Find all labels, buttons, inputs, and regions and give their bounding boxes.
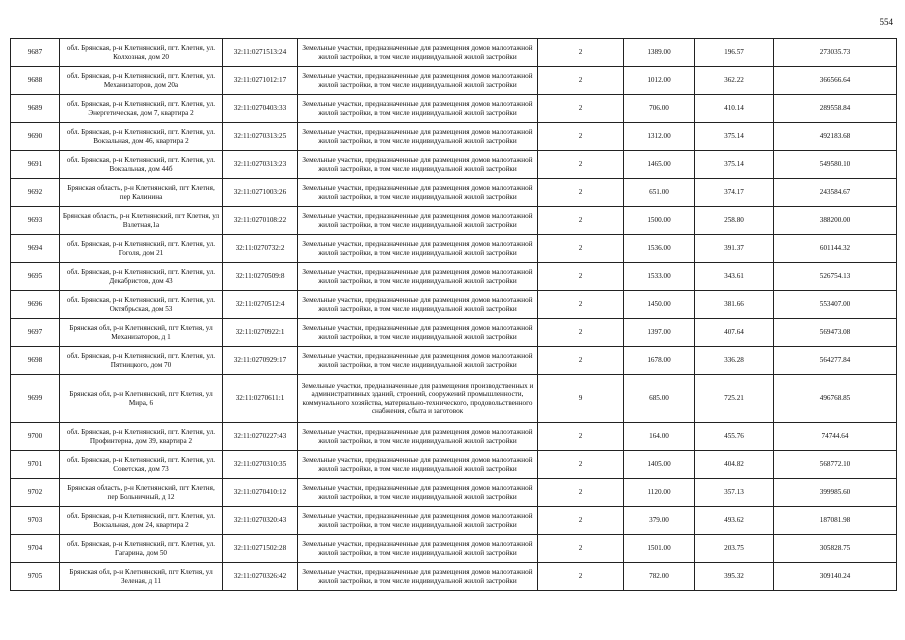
area-cell: 1465.00 [624, 151, 695, 179]
table-body [11, 39, 897, 591]
land-use-group-cell: 2 [538, 291, 624, 319]
row-number-cell: 9690 [11, 123, 60, 151]
cadastral-value-cell: 305828.75 [774, 535, 897, 563]
table-row [11, 423, 897, 451]
land-use-cell: Земельные участки, предназначенные для размещения домов малоэтажной жилой застройки, в том числе индивидуальной жилой застройки [298, 123, 538, 151]
land-use-cell: Земельные участки, предназначенные для размещения домов малоэтажной жилой застройки, в том числе индивидуальной жилой застройки [298, 347, 538, 375]
cadastral-number-cell: 32:11:0271012:17 [223, 67, 298, 95]
cadastral-value-cell: 564277.84 [774, 347, 897, 375]
cadastral-number-cell: 32:11:0270403:33 [223, 95, 298, 123]
land-use-group-cell: 2 [538, 535, 624, 563]
area-cell: 782.00 [624, 563, 695, 591]
land-use-group-cell: 2 [538, 451, 624, 479]
land-use-cell: Земельные участки, предназначенные для размещения домов малоэтажной жилой застройки, в том числе индивидуальной жилой застройки [298, 451, 538, 479]
land-use-group-cell: 2 [538, 123, 624, 151]
cadastral-value-cell: 526754.13 [774, 263, 897, 291]
address-cell: обл. Брянская, р-н Клетнянский, пгт. Клетня, ул. Механизаторов, дом 20а [60, 67, 223, 95]
specific-value-cell: 362.22 [695, 67, 774, 95]
row-number-cell: 9701 [11, 451, 60, 479]
table-row [11, 535, 897, 563]
land-use-cell: Земельные участки, предназначенные для размещения домов малоэтажной жилой застройки, в том числе индивидуальной жилой застройки [298, 39, 538, 67]
row-number-cell: 9687 [11, 39, 60, 67]
table-row [11, 263, 897, 291]
row-number-cell: 9691 [11, 151, 60, 179]
cadastral-value-cell: 243584.67 [774, 179, 897, 207]
land-use-group-cell: 2 [538, 507, 624, 535]
land-use-group-cell: 2 [538, 95, 624, 123]
land-use-cell: Земельные участки, предназначенные для размещения домов малоэтажной жилой застройки, в том числе индивидуальной жилой застройки [298, 263, 538, 291]
land-use-cell: Земельные участки, предназначенные для размещения домов малоэтажной жилой застройки, в том числе индивидуальной жилой застройки [298, 507, 538, 535]
table-row [11, 151, 897, 179]
area-cell: 706.00 [624, 95, 695, 123]
address-cell: Брянская обл, р-н Клетнянский, пгт Клетня, ул Механизаторов, д 1 [60, 319, 223, 347]
table-row [11, 207, 897, 235]
specific-value-cell: 375.14 [695, 123, 774, 151]
table-row [11, 67, 897, 95]
cadastral-number-cell: 32:11:0270922:1 [223, 319, 298, 347]
cadastral-value-cell: 549580.10 [774, 151, 897, 179]
row-number-cell: 9694 [11, 235, 60, 263]
row-number-cell: 9703 [11, 507, 60, 535]
specific-value-cell: 725.21 [695, 375, 774, 423]
cadastral-value-cell: 496768.85 [774, 375, 897, 423]
specific-value-cell: 203.75 [695, 535, 774, 563]
cadastral-number-cell: 32:11:0270929:17 [223, 347, 298, 375]
cadastral-value-cell: 187081.98 [774, 507, 897, 535]
cadastral-value-cell: 289558.84 [774, 95, 897, 123]
specific-value-cell: 381.66 [695, 291, 774, 319]
table-row [11, 235, 897, 263]
cadastral-number-cell: 32:11:0270410:12 [223, 479, 298, 507]
land-use-group-cell: 2 [538, 319, 624, 347]
address-cell: обл. Брянская, р-н Клетнянский, пгт. Клетня, ул. Гоголя, дом 21 [60, 235, 223, 263]
land-use-cell: Земельные участки, предназначенные для размещения домов малоэтажной жилой застройки, в том числе индивидуальной жилой застройки [298, 207, 538, 235]
cadastral-value-cell: 74744.64 [774, 423, 897, 451]
specific-value-cell: 395.32 [695, 563, 774, 591]
land-use-group-cell: 2 [538, 207, 624, 235]
address-cell: обл. Брянская, р-н Клетнянский, пгт. Клетня, ул. Вокзальная, дом 46, квартира 2 [60, 123, 223, 151]
land-use-group-cell: 2 [538, 479, 624, 507]
land-use-cell: Земельные участки, предназначенные для размещения домов малоэтажной жилой застройки, в том числе индивидуальной жилой застройки [298, 563, 538, 591]
land-use-cell: Земельные участки, предназначенные для размещения домов малоэтажной жилой застройки, в том числе индивидуальной жилой застройки [298, 151, 538, 179]
cadastral-value-cell: 388200.00 [774, 207, 897, 235]
row-number-cell: 9692 [11, 179, 60, 207]
row-number-cell: 9697 [11, 319, 60, 347]
row-number-cell: 9689 [11, 95, 60, 123]
table-row [11, 123, 897, 151]
row-number-cell: 9699 [11, 375, 60, 423]
address-cell: обл. Брянская, р-н Клетнянский, пгт. Клетня, ул. Октябрьская, дом 53 [60, 291, 223, 319]
address-cell: обл. Брянская, р-н Клетнянский, пгт. Клетня, ул. Энергетическая, дом 7, квартира 2 [60, 95, 223, 123]
specific-value-cell: 391.37 [695, 235, 774, 263]
cadastral-value-cell: 601144.32 [774, 235, 897, 263]
cadastral-number-cell: 32:11:0271513:24 [223, 39, 298, 67]
land-use-group-cell: 2 [538, 263, 624, 291]
land-use-cell: Земельные участки, предназначенные для размещения домов малоэтажной жилой застройки, в том числе индивидуальной жилой застройки [298, 291, 538, 319]
area-cell: 651.00 [624, 179, 695, 207]
land-use-group-cell: 2 [538, 67, 624, 95]
row-number-cell: 9704 [11, 535, 60, 563]
cadastral-value-table [10, 38, 897, 591]
land-use-cell: Земельные участки, предназначенные для размещения домов малоэтажной жилой застройки, в том числе индивидуальной жилой застройки [298, 179, 538, 207]
specific-value-cell: 404.82 [695, 451, 774, 479]
cadastral-number-cell: 32:11:0271003:26 [223, 179, 298, 207]
table-row [11, 39, 897, 67]
row-number-cell: 9695 [11, 263, 60, 291]
specific-value-cell: 336.28 [695, 347, 774, 375]
cadastral-value-cell: 569473.08 [774, 319, 897, 347]
specific-value-cell: 493.62 [695, 507, 774, 535]
cadastral-number-cell: 32:11:0270108:22 [223, 207, 298, 235]
row-number-cell: 9702 [11, 479, 60, 507]
area-cell: 1405.00 [624, 451, 695, 479]
table-row [11, 479, 897, 507]
land-use-cell: Земельные участки, предназначенные для размещения домов малоэтажной жилой застройки, в том числе индивидуальной жилой застройки [298, 319, 538, 347]
area-cell: 685.00 [624, 375, 695, 423]
table-row [11, 347, 897, 375]
cadastral-value-cell: 399985.60 [774, 479, 897, 507]
cadastral-value-cell: 553407.00 [774, 291, 897, 319]
area-cell: 1501.00 [624, 535, 695, 563]
land-use-group-cell: 2 [538, 151, 624, 179]
address-cell: обл. Брянская, р-н Клетнянский, пгт. Клетня, ул. Пятницкого, дом 70 [60, 347, 223, 375]
area-cell: 1500.00 [624, 207, 695, 235]
address-cell: Брянская область, р-н Клетнянский, пгт Клетня, пер Больничный, д 12 [60, 479, 223, 507]
area-cell: 1536.00 [624, 235, 695, 263]
area-cell: 1533.00 [624, 263, 695, 291]
table-row [11, 563, 897, 591]
table-row [11, 179, 897, 207]
land-use-cell: Земельные участки, предназначенные для размещения домов малоэтажной жилой застройки, в том числе индивидуальной жилой застройки [298, 95, 538, 123]
land-use-group-cell: 2 [538, 235, 624, 263]
specific-value-cell: 407.64 [695, 319, 774, 347]
area-cell: 1678.00 [624, 347, 695, 375]
area-cell: 1120.00 [624, 479, 695, 507]
cadastral-number-cell: 32:11:0271502:28 [223, 535, 298, 563]
address-cell: Брянская область, р-н Клетнянский, пгт Клетня, ул Взлетная,1а [60, 207, 223, 235]
specific-value-cell: 258.80 [695, 207, 774, 235]
row-number-cell: 9705 [11, 563, 60, 591]
land-use-group-cell: 2 [538, 39, 624, 67]
land-use-group-cell: 2 [538, 423, 624, 451]
area-cell: 1389.00 [624, 39, 695, 67]
land-use-group-cell: 9 [538, 375, 624, 423]
table-row [11, 95, 897, 123]
cadastral-number-cell: 32:11:0270320:43 [223, 507, 298, 535]
row-number-cell: 9698 [11, 347, 60, 375]
land-use-group-cell: 2 [538, 179, 624, 207]
cadastral-value-cell: 568772.10 [774, 451, 897, 479]
specific-value-cell: 455.76 [695, 423, 774, 451]
area-cell: 1397.00 [624, 319, 695, 347]
land-use-group-cell: 2 [538, 347, 624, 375]
cadastral-number-cell: 32:11:0270509:8 [223, 263, 298, 291]
cadastral-number-cell: 32:11:0270227:43 [223, 423, 298, 451]
table-row [11, 451, 897, 479]
cadastral-value-cell: 366566.64 [774, 67, 897, 95]
row-number-cell: 9700 [11, 423, 60, 451]
row-number-cell: 9696 [11, 291, 60, 319]
row-number-cell: 9688 [11, 67, 60, 95]
specific-value-cell: 357.13 [695, 479, 774, 507]
area-cell: 1450.00 [624, 291, 695, 319]
table-row [11, 507, 897, 535]
address-cell: Брянская обл, р-н Клетнянский, пгт Клетня, ул Зеленая, д 11 [60, 563, 223, 591]
table-row [11, 319, 897, 347]
address-cell: обл. Брянская, р-н Клетнянский, пгт. Клетня, ул. Гагарина, дом 50 [60, 535, 223, 563]
cadastral-number-cell: 32:11:0270326:42 [223, 563, 298, 591]
address-cell: обл. Брянская, р-н Клетнянский, пгт. Клетня, ул. Вокзальная, дом 44б [60, 151, 223, 179]
address-cell: Брянская область, р-н Клетнянский, пгт Клетня, пер Калинина [60, 179, 223, 207]
land-use-cell: Земельные участки, предназначенные для размещения домов малоэтажной жилой застройки, в том числе индивидуальной жилой застройки [298, 535, 538, 563]
land-use-cell: Земельные участки, предназначенные для размещения производственных и административных зданий, строений, сооружений промышленности, коммунального хозяйства, материально-технического, продовольственного снабжения, сбыта и заготовок [298, 375, 538, 423]
cadastral-number-cell: 32:11:0270310:35 [223, 451, 298, 479]
area-cell: 1012.00 [624, 67, 695, 95]
cadastral-value-cell: 273035.73 [774, 39, 897, 67]
cadastral-value-cell: 309140.24 [774, 563, 897, 591]
specific-value-cell: 375.14 [695, 151, 774, 179]
address-cell: обл. Брянская, р-н Клетнянский, пгт. Клетня, ул. Советская, дом 73 [60, 451, 223, 479]
specific-value-cell: 196.57 [695, 39, 774, 67]
address-cell: обл. Брянская, р-н Клетнянский, пгт. Клетня, ул. Вокзальная, дом 24, квартира 2 [60, 507, 223, 535]
area-cell: 164.00 [624, 423, 695, 451]
area-cell: 379.00 [624, 507, 695, 535]
page-number: 554 [879, 17, 893, 27]
specific-value-cell: 410.14 [695, 95, 774, 123]
cadastral-number-cell: 32:11:0270512:4 [223, 291, 298, 319]
table-row [11, 375, 897, 423]
row-number-cell: 9693 [11, 207, 60, 235]
address-cell: Брянская обл, р-н Клетнянский, пгт Клетня, ул Мира, 6 [60, 375, 223, 423]
cadastral-value-cell: 492183.68 [774, 123, 897, 151]
address-cell: обл. Брянская, р-н Клетнянский, пгт. Клетня, ул. Профинтерна, дом 39, квартира 2 [60, 423, 223, 451]
specific-value-cell: 374.17 [695, 179, 774, 207]
land-use-group-cell: 2 [538, 563, 624, 591]
address-cell: обл. Брянская, р-н Клетнянский, пгт. Клетня, ул. Колхозная, дом 20 [60, 39, 223, 67]
area-cell: 1312.00 [624, 123, 695, 151]
land-use-cell: Земельные участки, предназначенные для размещения домов малоэтажной жилой застройки, в том числе индивидуальной жилой застройки [298, 67, 538, 95]
address-cell: обл. Брянская, р-н Клетнянский, пгт. Клетня, ул. Декабристов, дом 43 [60, 263, 223, 291]
land-use-cell: Земельные участки, предназначенные для размещения домов малоэтажной жилой застройки, в том числе индивидуальной жилой застройки [298, 235, 538, 263]
cadastral-number-cell: 32:11:0270313:23 [223, 151, 298, 179]
specific-value-cell: 343.61 [695, 263, 774, 291]
table-row [11, 291, 897, 319]
cadastral-number-cell: 32:11:0270313:25 [223, 123, 298, 151]
cadastral-number-cell: 32:11:0270611:1 [223, 375, 298, 423]
land-use-cell: Земельные участки, предназначенные для размещения домов малоэтажной жилой застройки, в том числе индивидуальной жилой застройки [298, 479, 538, 507]
cadastral-number-cell: 32:11:0270732:2 [223, 235, 298, 263]
land-use-cell: Земельные участки, предназначенные для размещения домов малоэтажной жилой застройки, в том числе индивидуальной жилой застройки [298, 423, 538, 451]
